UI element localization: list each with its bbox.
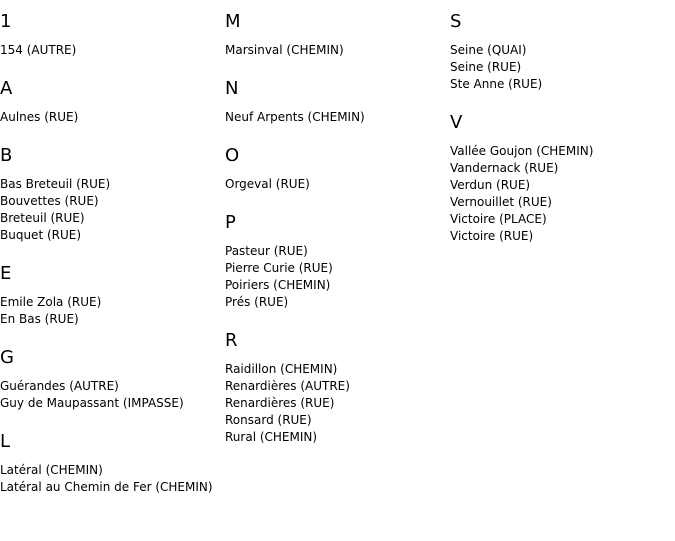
street-item[interactable]: Bouvettes (RUE) bbox=[0, 194, 99, 208]
group-letter: M bbox=[225, 11, 241, 32]
group-letter: O bbox=[225, 145, 240, 166]
letter-group bbox=[225, 11, 450, 59]
street-list bbox=[0, 378, 225, 412]
letter-group bbox=[0, 347, 225, 412]
street-item[interactable]: Pasteur (RUE) bbox=[225, 244, 308, 258]
street-item[interactable]: Buquet (RUE) bbox=[0, 228, 82, 242]
street-item[interactable]: Latéral au Chemin de Fer (CHEMIN) bbox=[0, 480, 213, 494]
group-letter: E bbox=[0, 263, 12, 284]
street-item[interactable]: En Bas (RUE) bbox=[0, 312, 79, 326]
street-list bbox=[0, 294, 225, 328]
street-list bbox=[225, 243, 450, 311]
column-1 bbox=[0, 0, 225, 496]
letter-group bbox=[0, 78, 225, 126]
street-item[interactable]: Renardières (AUTRE) bbox=[225, 379, 350, 393]
group-letter: P bbox=[225, 212, 236, 233]
letter-group bbox=[0, 431, 225, 496]
group-letter: A bbox=[0, 78, 13, 99]
letter-group bbox=[225, 212, 450, 311]
street-list bbox=[225, 109, 450, 126]
column-3 bbox=[450, 0, 675, 245]
street-item[interactable]: Vernouillet (RUE) bbox=[450, 195, 552, 209]
street-list bbox=[450, 42, 675, 93]
street-item[interactable]: Guérandes (AUTRE) bbox=[0, 379, 119, 393]
letter-group bbox=[450, 112, 675, 245]
group-letter: 1 bbox=[0, 11, 12, 32]
street-list bbox=[0, 176, 225, 244]
street-item[interactable]: Aulnes (RUE) bbox=[0, 110, 79, 124]
street-item[interactable]: Emile Zola (RUE) bbox=[0, 295, 102, 309]
street-item[interactable]: Orgeval (RUE) bbox=[225, 177, 310, 191]
group-letter: B bbox=[0, 145, 13, 166]
street-list bbox=[225, 42, 450, 59]
street-list bbox=[0, 109, 225, 126]
street-item[interactable]: Bas Breteuil (RUE) bbox=[0, 177, 111, 191]
letter-group bbox=[0, 145, 225, 244]
group-letter: V bbox=[450, 112, 463, 133]
street-item[interactable]: Ronsard (RUE) bbox=[225, 413, 312, 427]
street-item[interactable]: Poiriers (CHEMIN) bbox=[225, 278, 331, 292]
street-item[interactable]: Raidillon (CHEMIN) bbox=[225, 362, 338, 376]
group-letter: N bbox=[225, 78, 239, 99]
street-item[interactable]: Victoire (RUE) bbox=[450, 229, 534, 243]
street-item[interactable]: Rural (CHEMIN) bbox=[225, 430, 318, 444]
street-item[interactable]: Victoire (PLACE) bbox=[450, 212, 547, 226]
street-item[interactable]: Latéral (CHEMIN) bbox=[0, 463, 103, 477]
letter-group bbox=[0, 263, 225, 328]
street-list bbox=[225, 176, 450, 193]
street-item[interactable]: Prés (RUE) bbox=[225, 295, 289, 309]
letter-group bbox=[225, 330, 450, 446]
street-item[interactable]: Verdun (RUE) bbox=[450, 178, 531, 192]
street-list bbox=[450, 143, 675, 245]
street-item[interactable]: Renardières (RUE) bbox=[225, 396, 335, 410]
street-list bbox=[0, 42, 225, 59]
group-letter: L bbox=[0, 431, 11, 452]
group-letter: G bbox=[0, 347, 14, 368]
street-item[interactable]: Seine (QUAI) bbox=[450, 43, 527, 57]
street-list bbox=[0, 462, 225, 496]
street-item[interactable]: Guy de Maupassant (IMPASSE) bbox=[0, 396, 184, 410]
letter-group bbox=[225, 78, 450, 126]
street-item[interactable]: Vallée Goujon (CHEMIN) bbox=[450, 144, 594, 158]
street-item[interactable]: Seine (RUE) bbox=[450, 60, 522, 74]
street-item[interactable]: Breteuil (RUE) bbox=[0, 211, 85, 225]
letter-group bbox=[0, 11, 225, 59]
street-item[interactable]: Vandernack (RUE) bbox=[450, 161, 559, 175]
street-list bbox=[225, 361, 450, 446]
column-2 bbox=[225, 0, 450, 446]
street-item[interactable]: 154 (AUTRE) bbox=[0, 43, 77, 57]
street-item[interactable]: Neuf Arpents (CHEMIN) bbox=[225, 110, 365, 124]
group-letter: S bbox=[450, 11, 462, 32]
street-item[interactable]: Ste Anne (RUE) bbox=[450, 77, 543, 91]
letter-group bbox=[225, 145, 450, 193]
letter-group bbox=[450, 11, 675, 93]
street-item[interactable]: Marsinval (CHEMIN) bbox=[225, 43, 344, 57]
street-item[interactable]: Pierre Curie (RUE) bbox=[225, 261, 333, 275]
group-letter: R bbox=[225, 330, 238, 351]
